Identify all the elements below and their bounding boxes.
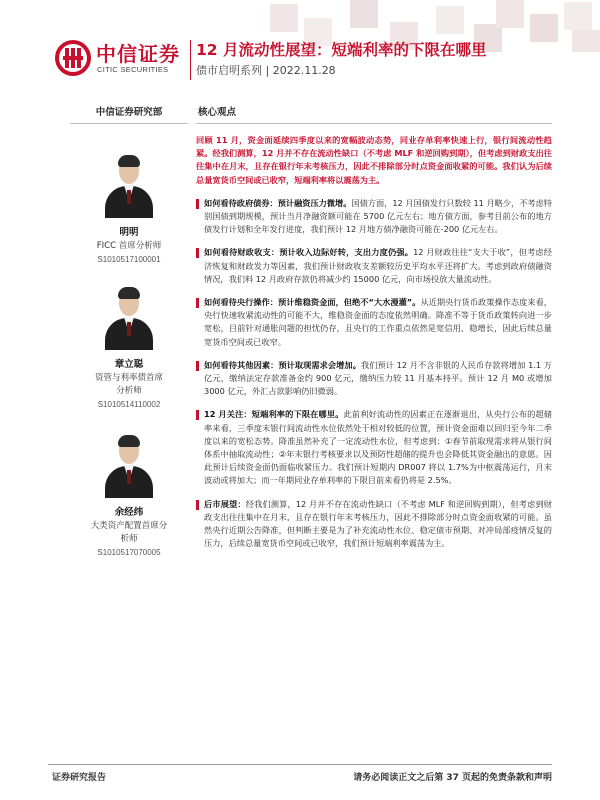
analyst-avatar	[99, 432, 159, 498]
analyst-name: 明明	[119, 227, 139, 238]
key-point	[196, 408, 552, 487]
point-marker	[196, 361, 199, 371]
report-title: 12 月流动性展望：短端利率的下限在哪里	[196, 41, 487, 59]
point-body: 此前利好流动性的因素正在逐渐退出，从央行公布的超储率来看，三季度末银行间流动性水位依然处于相对较低的位置，预计资金面难以回归至今年二季度以来的宽松态势。降准虽然补充了一定流动性水位，但考虑到：①春节前取现需求将从银行间体系中抽取流动性；②年末银行考核要求以及预防性超储的提升也会降低其资金融出的意愿。因此预计后续资金面仍面临收紧压力。我们预计短期内 DR007 将以 1.7%为中枢震荡运行，月末波动或将加大；而一年期同业存单利率的下限目前来看仍将是 2.5%。	[204, 409, 552, 486]
analyst-title: 资管与利率债首席分析师	[94, 373, 163, 396]
analyst-name: 余经纬	[114, 507, 144, 518]
analyst-name: 章立聪	[114, 359, 144, 370]
point-lead: 如何看待其他因素：预计取现需求会增加。	[204, 359, 361, 370]
analyst-license-id: S1010517100001	[97, 255, 161, 264]
key-point	[196, 197, 552, 237]
footer-report-type: 证券研究报告	[52, 773, 107, 783]
point-marker	[196, 500, 199, 510]
analyst-avatar	[99, 152, 159, 218]
core-views-section	[196, 104, 552, 550]
analyst-title: FICC 首席分析师	[96, 241, 162, 251]
point-body: 我们预计 12 月不含非银的人民币存款将增加 1.1 万亿元，缴纳法定存款准备金约 900 亿元，缴纳压力较 11 月基本持平。预计 12 月 M0 或增加 3000 亿元，外汇占款影响仍旧微弱。	[204, 359, 552, 397]
key-point	[196, 246, 552, 286]
analyst-license-id: S1010517070005	[97, 548, 161, 557]
header-divider	[190, 40, 191, 80]
point-body: 12 月财政往往“支大于收”，但考虑经济恢复和财政发力等因素，我们预计财政收支差额较历史平均水平还将扩大。考虑到政府债融资情况，我们料 12 月政府存款仍将减少约 15000 亿元，向市场投放大量流动性。	[204, 247, 552, 284]
analyst-card	[70, 432, 188, 557]
footer-disclaimer-link[interactable]: 请务必阅读正文之后第 37 页起的免责条款和声明	[353, 773, 552, 783]
point-marker	[196, 199, 199, 209]
point-lead: 后市展望：	[204, 498, 246, 509]
citic-logo	[55, 38, 185, 78]
core-views-heading: 核心观点	[196, 104, 552, 124]
point-body: 经我们测算，12 月并不存在流动性缺口（不考虑 MLF 和逆回购到期），但考虑到财政支出往往集中在月末，且存在银行年末考核压力，因此不排除部分时点资金面收紧的可能。虽然央行近期公告降准，但判断主要是为了补充流动性水位、稳定债市预期、对冲局部疫情反复的压力，后续总量宽货币空间或已收窄，我们预计短端利率震荡为主。	[204, 498, 552, 549]
report-subtitle	[196, 62, 336, 78]
analyst-title: 大类资产配置首席分析师	[90, 521, 168, 544]
report-header	[0, 0, 600, 100]
point-lead: 12 月关注：短端利率的下限在哪里。	[204, 409, 344, 420]
key-point	[196, 498, 552, 551]
brand-name-cn: 中信证券	[96, 42, 180, 66]
footer-divider	[48, 764, 552, 765]
summary-paragraph: 回顾 11 月，资金面延续四季度以来的宽幅波动态势，同业存单利率快速上行，银行间流动性趋紧。经我们测算，12 月并不存在流动性缺口（不考虑 MLF 和逆回购到期），但考虑到财政支出往往集中在月末，且存在银行年末考核压力，因此不排除部分时点资金面收紧的可能。我们认为后续总量宽货币空间或已收窄，短端利率将以震荡为主。	[196, 135, 552, 185]
key-point	[196, 359, 552, 399]
report-date: 2022.11.28	[272, 64, 336, 77]
analyst-sidebar	[70, 104, 188, 557]
analyst-card	[70, 152, 188, 264]
point-marker	[196, 410, 199, 420]
point-lead: 如何看待财政收支：预计收入边际好转，支出力度仍强。	[204, 247, 414, 258]
citic-logo-icon	[55, 40, 91, 76]
point-lead: 如何看待政府债券：预计融资压力微增。	[204, 197, 352, 208]
key-point	[196, 296, 552, 349]
report-series: 债市启明系列	[196, 64, 262, 77]
point-body: 国债方面，12 月国债发行只数较 11 月略少，不考虑特别国债到期规模，预计当月净融资额可能在 5700 亿元左右；地方债方面，参考目前公布的地方债发行计划和全年发行进度，我们预计 12 月地方债净融资可能在-200 亿元左右。	[204, 197, 552, 235]
analyst-avatar	[99, 284, 159, 350]
point-body: 从近期央行货币政策操作态度来看，央行快速收紧流动性的可能不大，维稳资金面的态度依然明确。降准不等于货币政策转向进一步宽松，目前针对通胀问题的担忧仍存，且央行的工作重点依然是宽信用、稳增长，因此后续总量宽货币空间或已收窄。	[204, 297, 552, 347]
brand-name-en: CITIC SECURITIES	[97, 65, 169, 74]
point-lead: 如何看待央行操作：预计维稳资金面，但绝不“大水漫灌”。	[204, 297, 421, 308]
analyst-license-id: S1010514110002	[97, 400, 161, 409]
point-marker	[196, 298, 199, 308]
subtitle-separator: |	[265, 64, 273, 77]
analyst-card	[70, 284, 188, 409]
research-dept-heading: 中信证券研究部	[70, 104, 188, 124]
point-marker	[196, 248, 199, 258]
